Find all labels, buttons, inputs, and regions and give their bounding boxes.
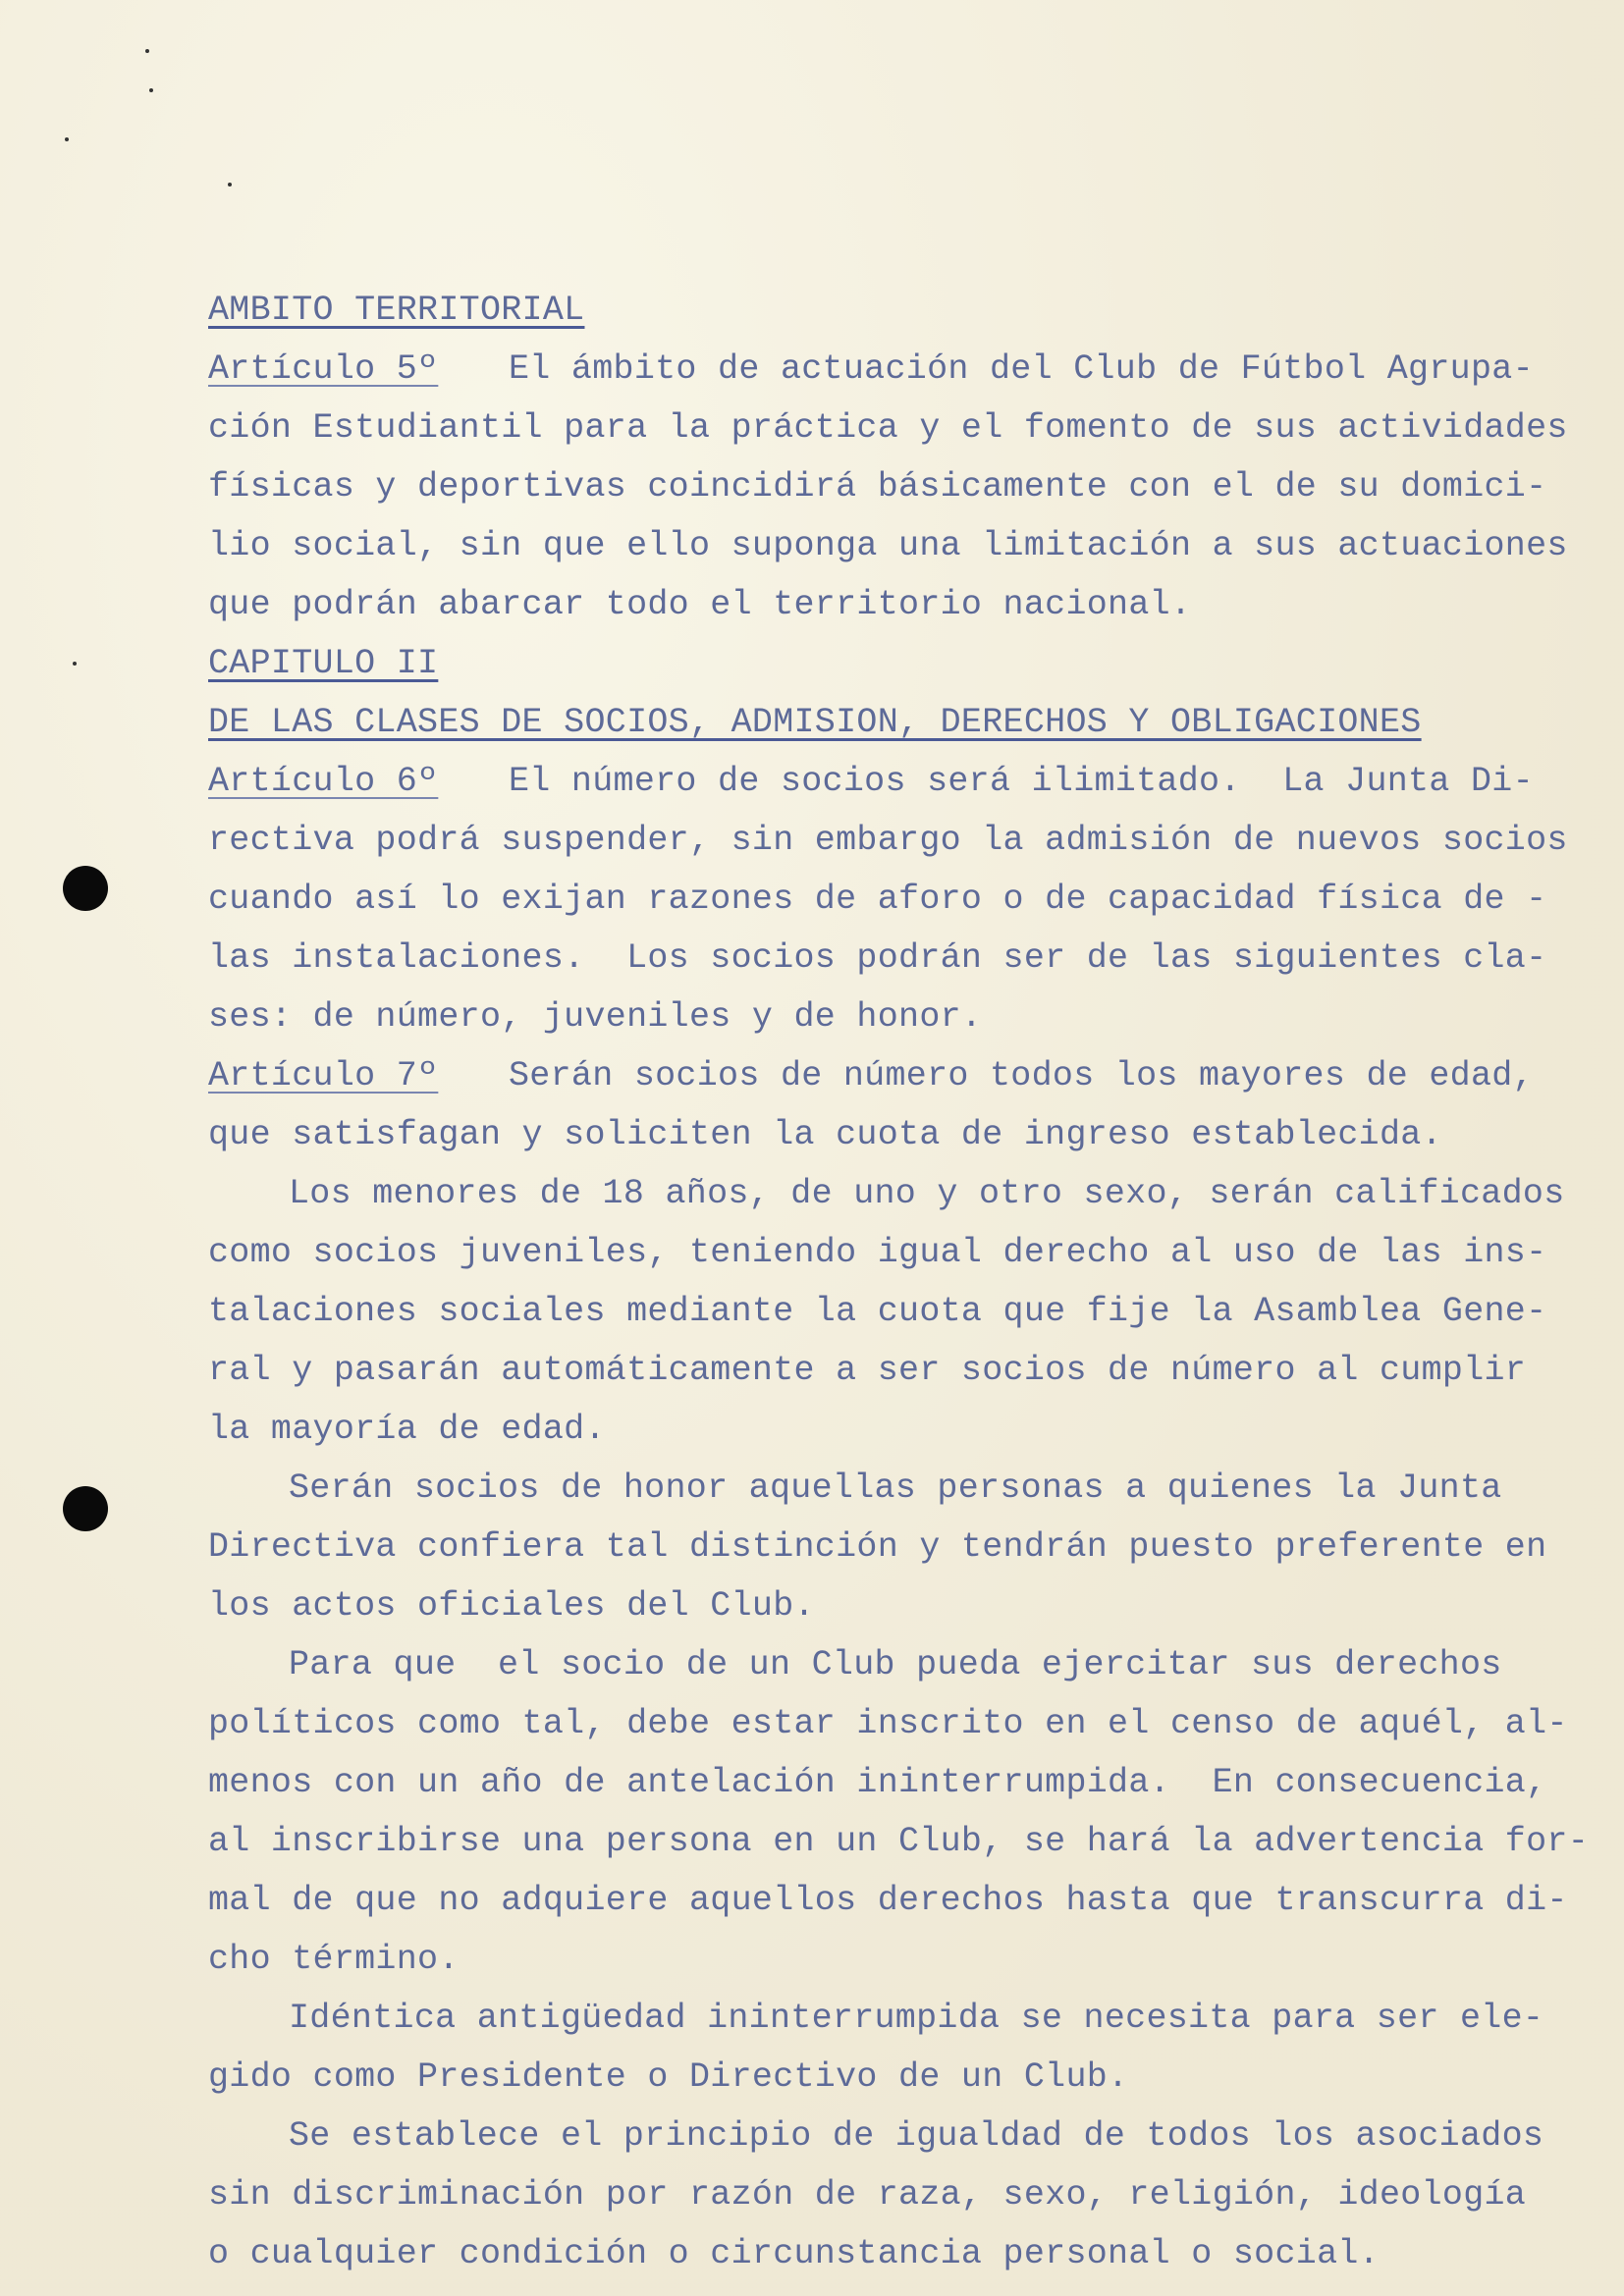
line-text: Directiva confiera tal distinción y tendrán puesto preferente en	[208, 1527, 1547, 1567]
article-label: Artículo 7º	[208, 1056, 439, 1095]
text-line	[208, 1400, 1563, 1459]
line-text: cuando así lo exijan razones de aforo o de capacidad física de -	[208, 880, 1547, 919]
line-text: Se establece el principio de igualdad de todos los asociados	[289, 2116, 1544, 2156]
line-text: CAPITULO II	[208, 644, 439, 683]
punch-hole	[63, 1486, 108, 1531]
article-line	[208, 752, 1563, 811]
line-text: políticos como tal, debe estar inscrito en el censo de aquél, al-	[208, 1704, 1568, 1743]
text-line	[208, 1341, 1563, 1400]
paper-speck	[228, 183, 232, 187]
line-text: o cualquier condición o circunstancia personal o social.	[208, 2234, 1380, 2273]
line-text: la mayoría de edad.	[208, 1410, 606, 1449]
line-text: El número de socios será ilimitado. La Junta Di-	[509, 762, 1534, 801]
text-line	[208, 516, 1568, 575]
paper-speck	[145, 49, 149, 53]
line-text: físicas y deportivas coincidirá básicamente con el de su domici-	[208, 467, 1547, 507]
line-text: como socios juveniles, teniendo igual derecho al uso de las ins-	[208, 1233, 1547, 1272]
text-line	[208, 2048, 1563, 2107]
text-line	[208, 929, 1563, 988]
line-text: gido como Presidente o Directivo de un Club.	[208, 2057, 1129, 2097]
line-text: ral y pasarán automáticamente a ser socios de número al cumplir	[208, 1351, 1527, 1390]
line-text: rectiva podrá suspender, sin embargo la admisión de nuevos socios	[208, 821, 1568, 860]
line-text: las instalaciones. Los socios podrán ser de las siguientes cla-	[208, 938, 1547, 978]
section-heading	[208, 634, 1563, 693]
text-line	[208, 1518, 1563, 1576]
text-line	[208, 870, 1563, 929]
text-line	[208, 1164, 1563, 1223]
line-text: que podrán abarcar todo el territorio nacional.	[208, 585, 1192, 624]
line-text: Serán socios de número todos los mayores de edad,	[509, 1056, 1534, 1095]
line-text: menos con un año de antelación ininterrumpida. En consecuencia,	[208, 1763, 1547, 1802]
text-line	[208, 1989, 1563, 2048]
line-text: Serán socios de honor aquellas personas a quienes la Junta	[289, 1468, 1502, 1508]
article-line	[208, 340, 1563, 399]
text-line	[208, 1694, 1568, 1753]
text-line	[208, 457, 1563, 516]
text-line	[208, 1812, 1590, 1871]
text-line	[208, 811, 1568, 870]
text-line	[208, 2165, 1563, 2224]
text-line	[208, 1223, 1563, 1282]
text-line	[208, 399, 1568, 457]
text-line	[208, 1459, 1563, 1518]
text-line	[208, 1930, 1563, 1989]
line-text: El ámbito de actuación del Club de Fútbol Agrupa-	[509, 349, 1534, 389]
punch-hole	[63, 866, 108, 911]
paper-speck	[65, 137, 69, 141]
typed-document	[208, 281, 1590, 2283]
section-heading	[208, 281, 1563, 340]
text-line	[208, 1105, 1563, 1164]
line-text: Idéntica antigüedad ininterrumpida se necesita para ser ele-	[289, 1999, 1544, 2038]
paper-speck	[73, 662, 77, 666]
text-line	[208, 1635, 1563, 1694]
line-text: talaciones sociales mediante la cuota que fije la Asamblea Gene-	[208, 1292, 1547, 1331]
text-line	[208, 1871, 1568, 1930]
line-text: los actos oficiales del Club.	[208, 1586, 815, 1626]
text-line	[208, 988, 1563, 1046]
text-line	[208, 1576, 1563, 1635]
line-text: lio social, sin que ello suponga una limitación a sus actuaciones	[208, 526, 1568, 565]
line-text: cho término.	[208, 1940, 460, 1979]
text-line	[208, 575, 1563, 634]
section-heading	[208, 693, 1563, 752]
line-text: DE LAS CLASES DE SOCIOS, ADMISION, DERECHOS Y OBLIGACIONES	[208, 703, 1422, 742]
line-text: ción Estudiantil para la práctica y el fomento de sus actividades	[208, 408, 1568, 448]
text-line	[208, 2107, 1563, 2165]
line-text: Los menores de 18 años, de uno y otro sexo, serán calificados	[289, 1174, 1565, 1213]
text-line	[208, 1282, 1563, 1341]
line-text: que satisfagan y soliciten la cuota de ingreso establecida.	[208, 1115, 1442, 1154]
line-text: sin discriminación por razón de raza, sexo, religión, ideología	[208, 2175, 1527, 2215]
paper-speck	[149, 88, 153, 92]
line-text: al inscribirse una persona en un Club, se hará la advertencia for-	[208, 1822, 1590, 1861]
line-text: ses: de número, juveniles y de honor.	[208, 997, 983, 1037]
article-label: Artículo 6º	[208, 762, 439, 801]
line-text: AMBITO TERRITORIAL	[208, 291, 585, 330]
line-text: mal de que no adquiere aquellos derechos hasta que transcurra di-	[208, 1881, 1568, 1920]
article-label: Artículo 5º	[208, 349, 439, 389]
article-line	[208, 1046, 1563, 1105]
text-line	[208, 2224, 1563, 2283]
text-line	[208, 1753, 1563, 1812]
line-text: Para que el socio de un Club pueda ejercitar sus derechos	[289, 1645, 1502, 1684]
